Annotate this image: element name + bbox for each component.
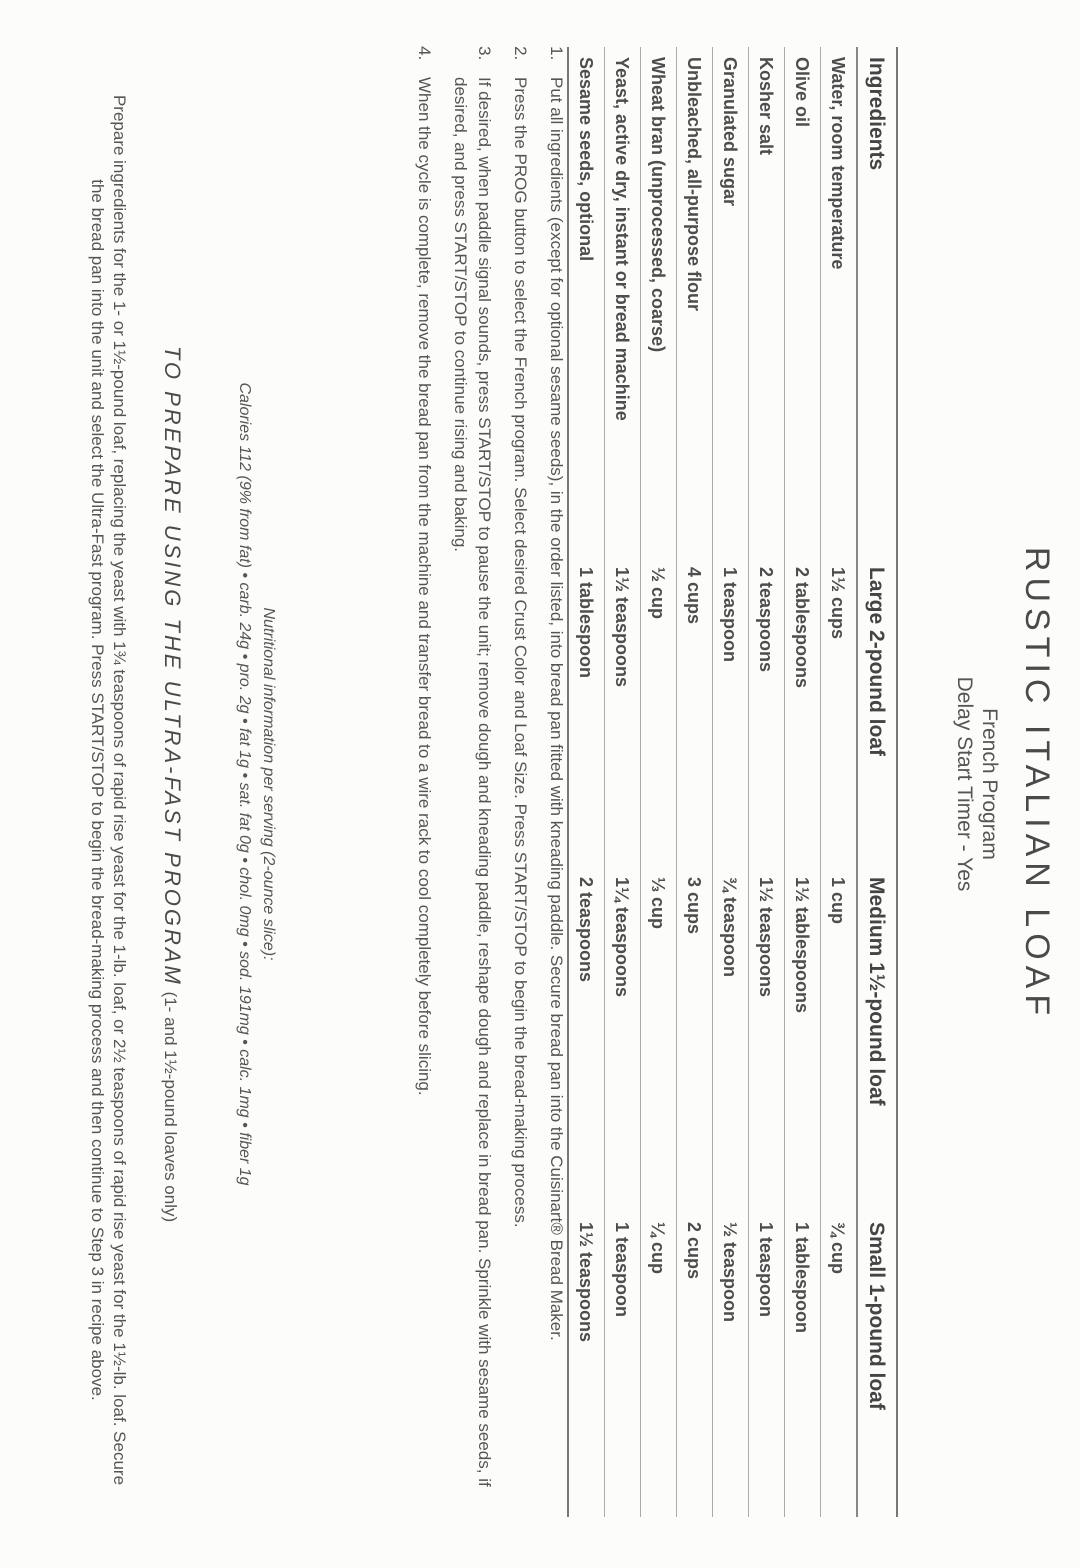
program-info	[952, 0, 1002, 1568]
medium-amount: 2 teaspoons	[568, 867, 605, 1212]
small-amount: 1 tablespoon	[785, 1212, 821, 1517]
ingredient-name: Kosher salt	[749, 47, 785, 557]
instruction-steps	[400, 47, 568, 1545]
ingredient-name: Sesame seeds, optional	[568, 47, 605, 557]
header-ingredients: Ingredients	[857, 47, 897, 557]
table-row	[713, 47, 749, 1517]
ultra-fast-note: (1- and 1½-pound loaves only)	[161, 991, 180, 1223]
large-amount: 2 tablespoons	[785, 557, 821, 867]
nutrition-heading: Nutritional information per serving (2-ounce slice):	[260, 607, 277, 961]
ingredients-table	[567, 47, 898, 1517]
table-row	[821, 47, 858, 1517]
large-amount: 1 teaspoon	[713, 557, 749, 867]
step-1: 1. Put all ingredients (except for optional sesame seeds), in the order listed, into bread pan fitted with kneading paddle. Secure bread pan into the Cuisinart® Bread Maker.	[544, 65, 568, 1545]
large-amount: 1½ cups	[821, 557, 858, 867]
medium-amount: 1 cup	[821, 867, 858, 1212]
ingredient-name: Yeast, active dry, instant or bread machine	[605, 47, 641, 557]
large-amount: 1 tablespoon	[568, 557, 605, 867]
medium-amount: 1½ teaspoons	[749, 867, 785, 1212]
recipe-title: RUSTIC ITALIAN LOAF	[1018, 546, 1056, 1022]
small-amount: ¼ cup	[641, 1212, 677, 1517]
small-amount: 1 teaspoon	[605, 1212, 641, 1517]
table-row	[605, 47, 641, 1517]
step-3: 3. If desired, when paddle signal sounds, press START/STOP to pause the unit; remove dough and kneading paddle, reshape dough and replace in bread pan. Sprinkle with sesame seeds, if desired, and press START/STOP to continue rising and baking.	[448, 65, 496, 1545]
step-4: 4. When the cycle is complete, remove the bread pan from the machine and transfer bread to a wire rack to cool completely before slicing.	[412, 65, 436, 1545]
header-small-loaf: Small 1-pound loaf	[857, 1212, 897, 1517]
delay-timer-line: Delay Start Timer - Yes	[953, 676, 976, 892]
nutrition-values: Calories 112 (9% from fat) • carb. 24g • pro. 2g • fat 1g • sat. fat 0g • chol. 0mg • sod. 191mg • calc. 1mg • fiber 1g	[236, 382, 253, 1186]
medium-amount: 1¼ teaspoons	[605, 867, 641, 1212]
large-amount: 1½ teaspoons	[605, 557, 641, 867]
nutrition-info	[232, 0, 280, 1568]
ingredient-name: Olive oil	[785, 47, 821, 557]
small-amount: 2 cups	[677, 1212, 713, 1517]
header-medium-loaf: Medium 1½-pound loaf	[857, 867, 897, 1212]
ingredient-name: Water, room temperature	[821, 47, 858, 557]
ultra-fast-heading: TO PREPARE USING THE ULTRA-FAST PROGRAM	[160, 345, 185, 987]
ingredient-name: Wheat bran (unprocessed, coarse)	[641, 47, 677, 557]
medium-amount: 1½ tablespoons	[785, 867, 821, 1212]
table-row	[677, 47, 713, 1517]
ultra-fast-heading-line	[159, 0, 185, 1568]
large-amount: 2 teaspoons	[749, 557, 785, 867]
program-line: French Program	[978, 708, 1001, 860]
header-large-loaf: Large 2-pound loaf	[857, 557, 897, 867]
ingredient-name: Unbleached, all-purpose flour	[677, 47, 713, 557]
table-row	[749, 47, 785, 1517]
medium-amount: ⅓ cup	[641, 867, 677, 1212]
medium-amount: ¾ teaspoon	[713, 867, 749, 1212]
medium-amount: 3 cups	[677, 867, 713, 1212]
large-amount: 4 cups	[677, 557, 713, 867]
small-amount: 1 teaspoon	[749, 1212, 785, 1517]
large-amount: ½ cup	[641, 557, 677, 867]
step-2: 2. Press the PROG button to select the French program. Select desired Crust Color and Loaf Size. Press START/STOP to begin the bread-making process.	[508, 65, 532, 1545]
table-row	[568, 47, 605, 1517]
small-amount: ½ teaspoon	[713, 1212, 749, 1517]
ultra-fast-body: Prepare ingredients for the 1- or 1½-pound loaf, replacing the yeast with 1¾ teaspoons of rapid rise yeast for the 1-lb. loaf, or 2½ teaspoons of rapid rise yeast for the 1½-lb. loaf. Secure the bread pan into the unit and select the Ultra-Fast program. Press START/STOP to begin the bread-making process and then continue to Step 3 in recipe above.	[88, 94, 129, 1486]
small-amount: ¾ cup	[821, 1212, 858, 1517]
table-row	[641, 47, 677, 1517]
table-row	[785, 47, 821, 1517]
ingredient-name: Granulated sugar	[713, 47, 749, 557]
table-header-row	[857, 47, 897, 1517]
small-amount: 1½ teaspoons	[568, 1212, 605, 1517]
